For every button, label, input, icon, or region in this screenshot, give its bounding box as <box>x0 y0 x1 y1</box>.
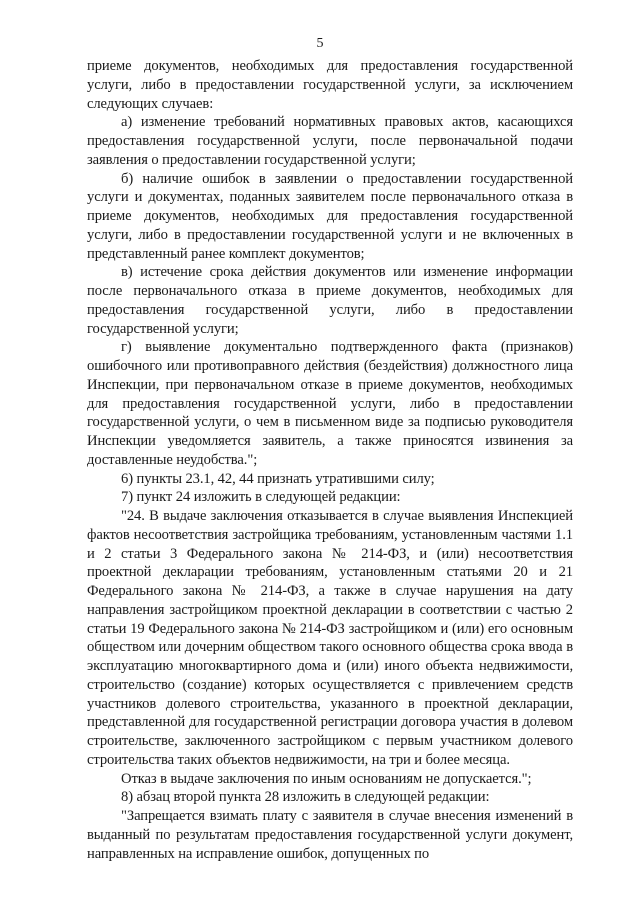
paragraph-item-7: 7) пункт 24 изложить в следующей редакции: <box>121 489 401 506</box>
paragraph-refusal-note: Отказ в выдаче заключения по иным основаниям не допускается."; <box>121 770 532 787</box>
paragraph-clause-24: "24. В выдаче заключения отказывается в случае выявления Инспекцией фактов несоответствия застройщика требованиям, установленным частями 1.1 и 2 статьи 3 Федерального закона № 214-ФЗ, и (или) несоответствия проектной декларации требованиям, установленным статьями 20 и 21 Федерального закона № 214-ФЗ, а также в случае нарушения на дату направления застройщиком проектной декларации в соответствии с частью 2 статьи 19 Федерального закона № 214-ФЗ застройщиком и (или) его основным обществом или дочерним обществом такого основного общества срока ввода в эксплуатацию многоквартирного дома и (или) иного объекта недвижимости, строительство (создание) которых осуществляется с привлечением средств участников долевого строительства, указанного в проектной декларации, представленной для государственной регистрации договора участия в долевом строительстве, заключенного застройщиком с первым участником долевого строительства таких объектов недвижимости, на три и более месяца. <box>87 508 573 768</box>
paragraph-item-g: г) выявление документально подтвержденного факта (признаков) ошибочного или противоправного действия (бездействия) должностного лица Инспекции, при первоначальном отказе в приеме документов, необходимых для предоставления государственной услуги, либо в предоставлении государственной услуги, о чем в письменном виде за подписью руководителя Инспекции уведомляется заявитель, а также приносятся извинения за доставленные неудобства."; <box>87 339 573 468</box>
paragraph-item-b: б) наличие ошибок в заявлении о предоставлении государственной услуги и документах, поданных заявителем после первоначального отказа в приеме документов, необходимых для предоставления государственной услуги, либо в предоставлении государственной услуги и не включенных в представленный ранее комплект документов; <box>87 170 573 262</box>
paragraph-item-a: а) изменение требований нормативных правовых актов, касающихся предоставления государственной услуги, после первоначальной подачи заявления о предоставлении государственной услуги; <box>87 114 573 168</box>
paragraph-item-6: 6) пункты 23.1, 42, 44 признать утратившими силу; <box>121 470 435 487</box>
paragraph-fee-clause: "Запрещается взимать плату с заявителя в случае внесения изменений в выданный по результатам предоставления государственной услуги документ, направленных на исправление ошибок, допущенных по <box>87 808 573 862</box>
document-body <box>87 57 573 863</box>
paragraph-item-8: 8) абзац второй пункта 28 изложить в следующей редакции: <box>121 789 490 806</box>
page-number: 5 <box>316 36 324 51</box>
paragraph-item-v: в) истечение срока действия документов или изменение информации после первоначального отказа в приеме документов, необходимых для предоставления государственной услуги, либо в предоставлении государственной услуги; <box>87 264 573 337</box>
paragraph-continuation: приеме документов, необходимых для предоставления государственной услуги, либо в предоставлении государственной услуги, за исключением следующих случаев: <box>87 58 573 112</box>
